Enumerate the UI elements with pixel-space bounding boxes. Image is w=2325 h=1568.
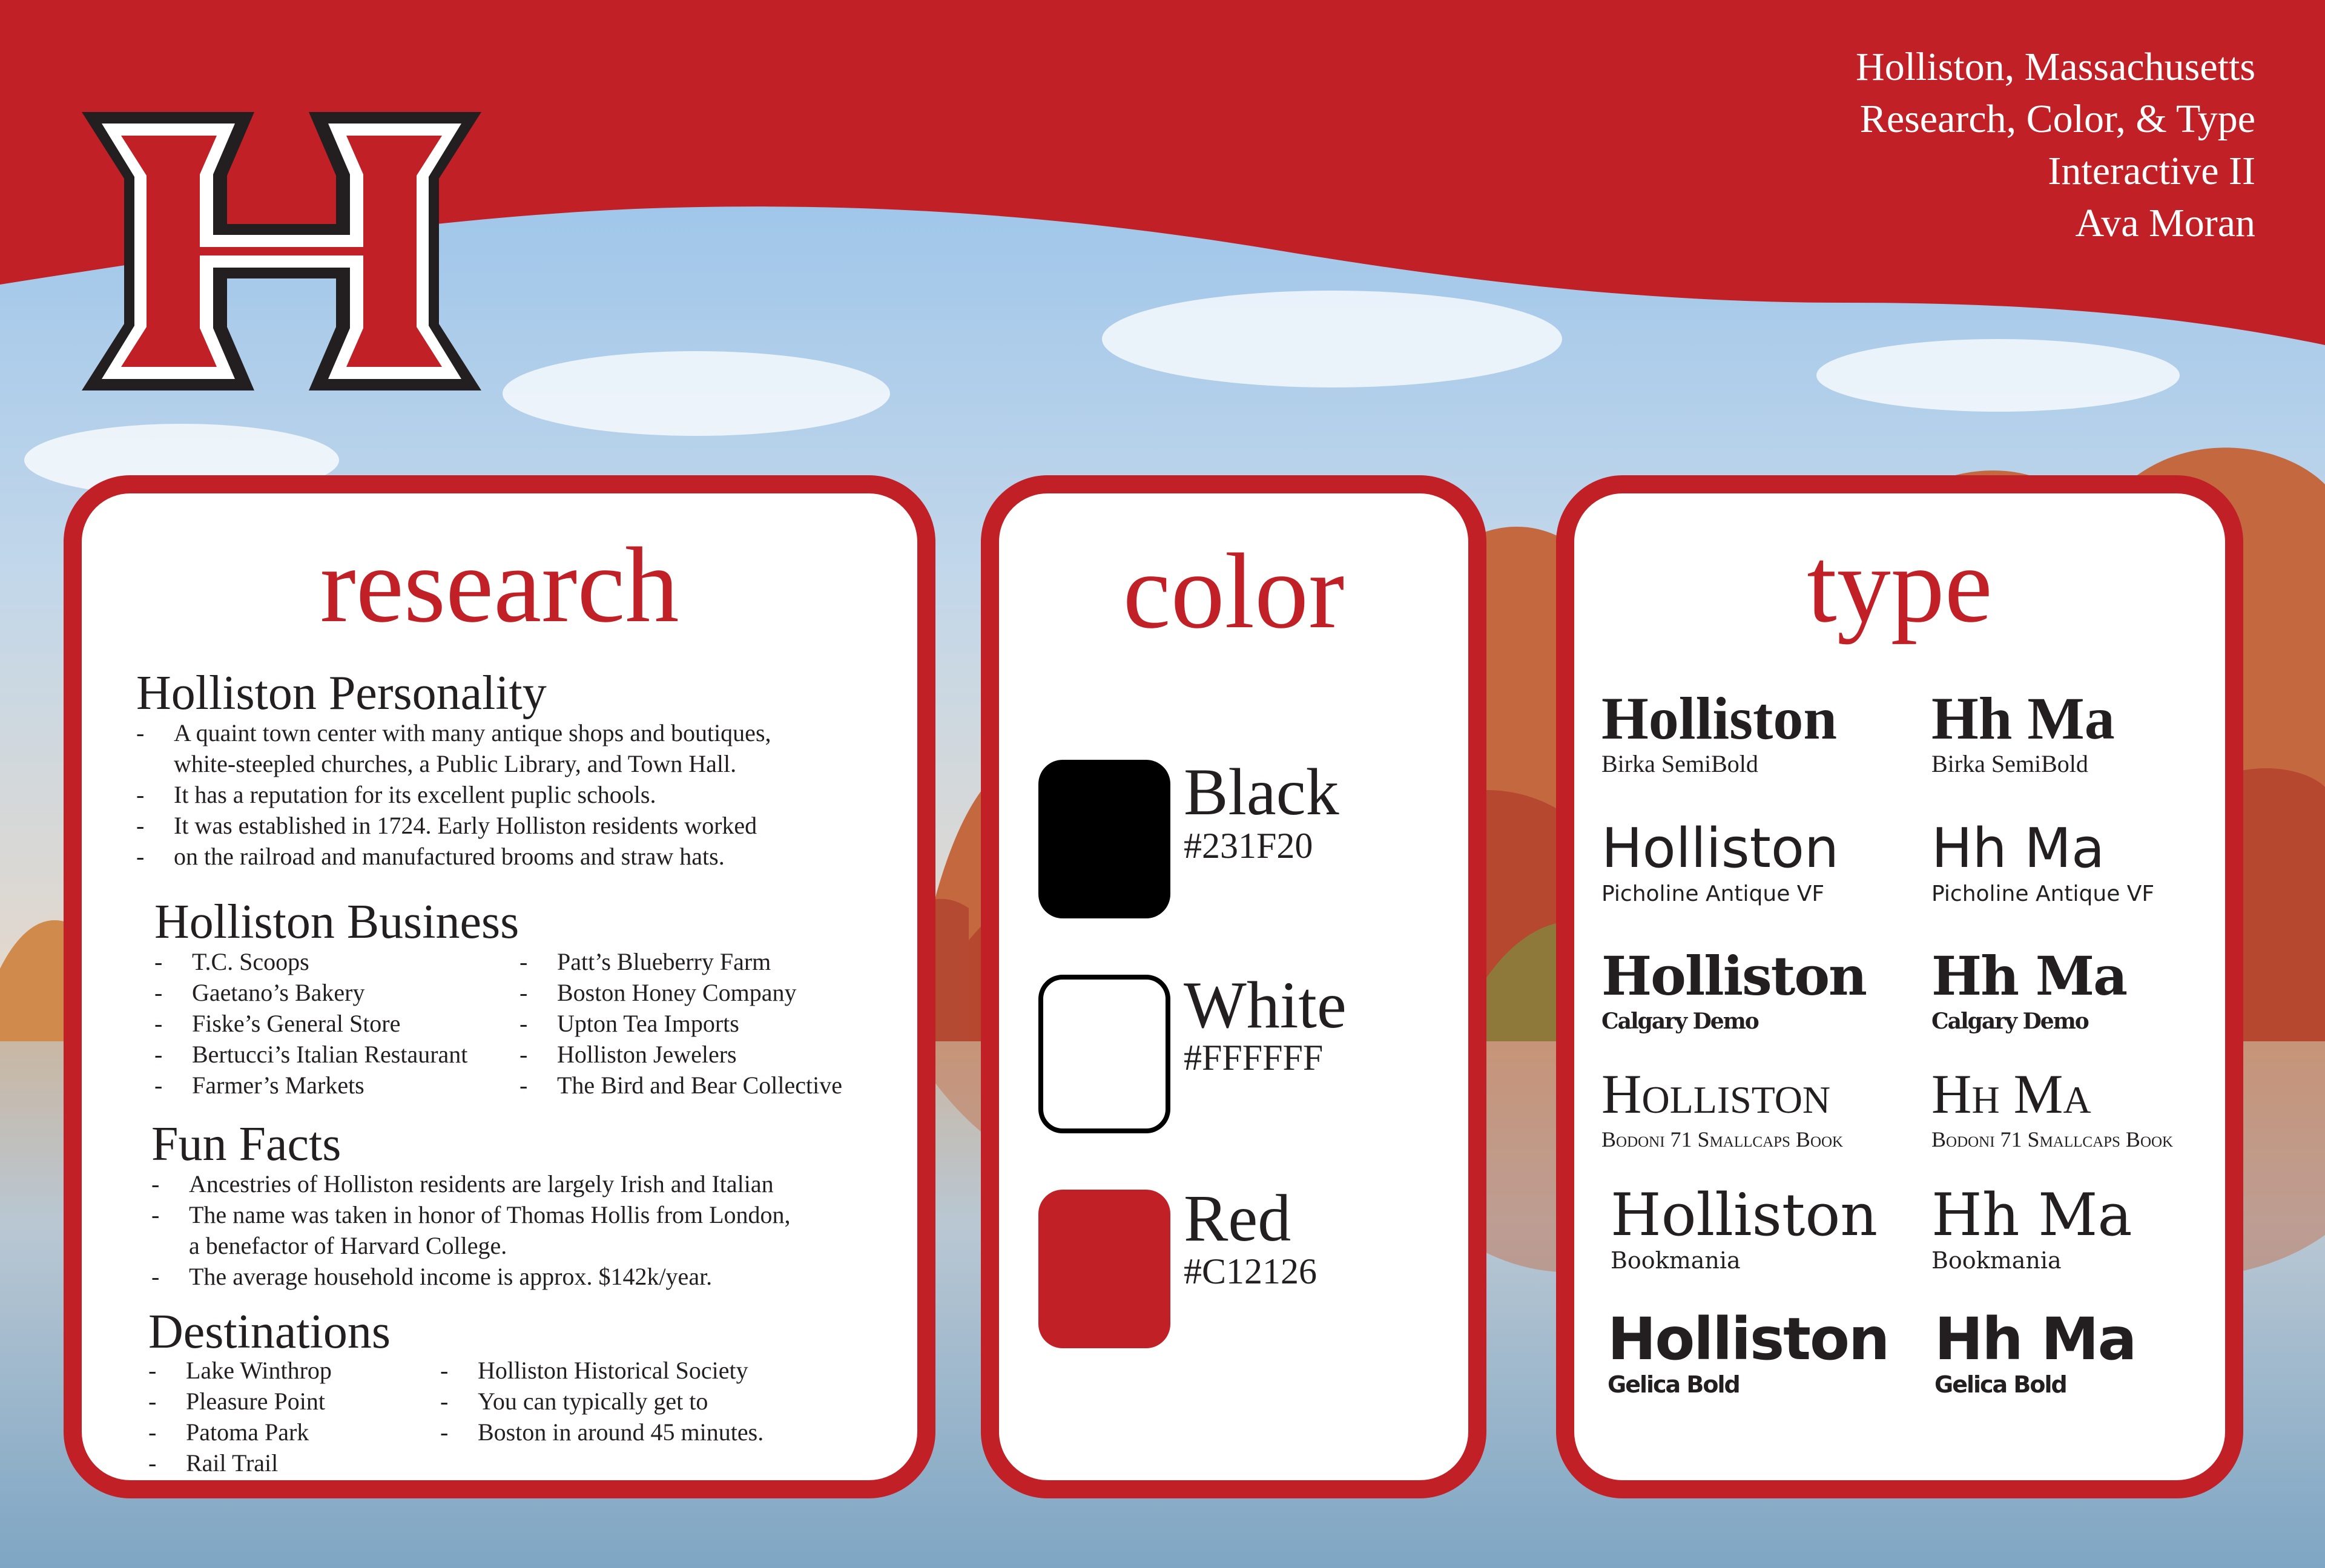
- destinations-heading: Destinations: [148, 1305, 391, 1359]
- color-card: [981, 475, 1486, 1498]
- list-item: - It has a reputation for its excellent puplic schools.: [136, 781, 656, 808]
- location-line: Holliston, Massachusetts: [1856, 45, 2255, 89]
- list-item: - T.C. Scoops: [154, 948, 309, 975]
- font-sample: Holliston: [1608, 1305, 1889, 1373]
- list-item: white-steepled churches, a Public Library, and Town Hall.: [174, 750, 737, 777]
- list-item: - Upton Tea Imports: [519, 1010, 739, 1037]
- business-heading: Holliston Business: [154, 895, 519, 949]
- font-name: Picholine Antique VF: [1601, 881, 1825, 906]
- font-sample: Holliston: [1611, 1181, 1878, 1249]
- font-specimen-picholine: [1601, 817, 1839, 908]
- font-sample: Holliston: [1601, 1063, 1831, 1125]
- color-title: color: [1123, 531, 1345, 651]
- red-swatch: [1038, 1190, 1170, 1348]
- font-sample: Holliston: [1601, 817, 1839, 880]
- list-item: - Farmer’s Markets: [154, 1072, 364, 1099]
- list-item: - Rail Trail: [148, 1449, 279, 1477]
- white-swatch: [1038, 975, 1170, 1133]
- font-glyphs-gelica: [1934, 1305, 2136, 1398]
- font-glyphs-picholine: [1931, 817, 2154, 908]
- font-name: Bodoni 71 Smallcaps Book: [1601, 1127, 1844, 1151]
- list-item: - Patt’s Blueberry Farm: [519, 948, 771, 975]
- font-sample: Holliston: [1601, 685, 1837, 752]
- font-glyphs: Hh Ma: [1931, 1063, 2091, 1125]
- white-hex: #FFFFFF: [1184, 1038, 1324, 1078]
- font-sample: Holliston: [1601, 944, 1866, 1007]
- font-name: Calgary Demo: [1601, 1009, 1758, 1034]
- list-item: - Lake Winthrop: [148, 1357, 332, 1384]
- font-glyphs-bodoni: [1931, 1062, 2173, 1153]
- list-item: - The average household income is approx. $142k/year.: [151, 1263, 713, 1290]
- list-item: a benefactor of Harvard College.: [189, 1232, 507, 1259]
- fun-facts-section: [151, 1120, 791, 1292]
- list-item: - Ancestries of Holliston residents are largely Irish and Italian: [151, 1170, 774, 1197]
- red-hex: #C12126: [1184, 1251, 1318, 1291]
- author-name: Ava Moran: [2075, 201, 2255, 245]
- font-name: Gelica Bold: [1608, 1371, 1740, 1398]
- font-glyphs: Hh Ma: [1934, 1305, 2136, 1373]
- type-title: type: [1807, 525, 1993, 645]
- black-name: Black: [1184, 755, 1339, 829]
- list-item: - Pleasure Point: [148, 1388, 325, 1415]
- fun-facts-heading: Fun Facts: [151, 1118, 341, 1171]
- list-item: - Holliston Jewelers: [519, 1041, 737, 1068]
- project-subtitle: Research, Color, & Type: [1859, 97, 2255, 141]
- font-name: Bookmania: [1931, 1247, 2062, 1274]
- project-info: [1856, 41, 2255, 249]
- font-name: Bookmania: [1611, 1247, 1741, 1274]
- font-specimen-calgary: [1601, 944, 1866, 1035]
- destinations-section: [148, 1305, 764, 1477]
- list-item: - The Bird and Bear Collective: [519, 1072, 842, 1099]
- font-glyphs: Hh Ma: [1931, 944, 2127, 1007]
- list-item: - Gaetano’s Bakery: [154, 979, 365, 1006]
- list-item: - It was established in 1724. Early Holliston residents worked: [136, 812, 757, 839]
- font-glyphs: Hh Ma: [1931, 685, 2115, 752]
- font-name: Calgary Demo: [1931, 1009, 2088, 1034]
- list-item: - Holliston Historical Society: [440, 1357, 748, 1384]
- font-name: Gelica Bold: [1934, 1371, 2066, 1398]
- list-item: - The name was taken in honor of Thomas Hollis from London,: [151, 1201, 791, 1228]
- personality-list: [136, 717, 771, 872]
- list-item: - Boston Honey Company: [519, 979, 797, 1006]
- course-name: Interactive II: [2048, 149, 2255, 193]
- list-item: - Patoma Park: [148, 1418, 309, 1446]
- font-glyphs: Hh Ma: [1931, 817, 2105, 880]
- font-name: Bodoni 71 Smallcaps Book: [1931, 1127, 2174, 1151]
- font-name: Picholine Antique VF: [1931, 881, 2155, 906]
- font-specimen-gelica: [1608, 1305, 1889, 1398]
- business-section: [154, 895, 842, 1099]
- font-specimen-birka: [1601, 687, 1837, 778]
- list-item: - on the railroad and manufactured brooms and straw hats.: [136, 843, 725, 870]
- business-list-right: [519, 946, 842, 1101]
- black-swatch: [1038, 760, 1170, 918]
- research-card: [64, 475, 935, 1498]
- font-specimen-bookmania: [1611, 1181, 1878, 1274]
- font-glyphs-calgary: [1931, 944, 2126, 1035]
- business-list-left: [154, 946, 467, 1101]
- red-name: Red: [1184, 1181, 1291, 1255]
- list-item: - A quaint town center with many antique shops and boutiques,: [136, 719, 771, 746]
- font-glyphs: Hh Ma: [1931, 1181, 2132, 1249]
- font-glyphs-bookmania: [1931, 1181, 2132, 1274]
- black-hex: #231F20: [1184, 826, 1313, 866]
- font-glyphs-birka: [1931, 687, 2115, 778]
- type-card: [1556, 475, 2243, 1498]
- white-name: White: [1184, 968, 1347, 1042]
- destinations-list-right: [440, 1355, 763, 1448]
- holliston-h-logo: [73, 103, 490, 400]
- font-specimen-bodoni: [1601, 1062, 1843, 1153]
- personality-heading: Holliston Personality: [136, 667, 547, 720]
- personality-section: [136, 669, 771, 872]
- list-item: - Bertucci’s Italian Restaurant: [154, 1041, 468, 1068]
- list-item: - You can typically get to: [440, 1388, 708, 1415]
- destinations-list-left: [148, 1355, 332, 1478]
- list-item: - Fiske’s General Store: [154, 1010, 401, 1037]
- font-name: Birka SemiBold: [1601, 750, 1758, 777]
- font-name: Birka SemiBold: [1931, 750, 2088, 777]
- fun-facts-list: [151, 1168, 791, 1292]
- list-item: - Boston in around 45 minutes.: [440, 1418, 764, 1446]
- research-title: research: [320, 525, 679, 645]
